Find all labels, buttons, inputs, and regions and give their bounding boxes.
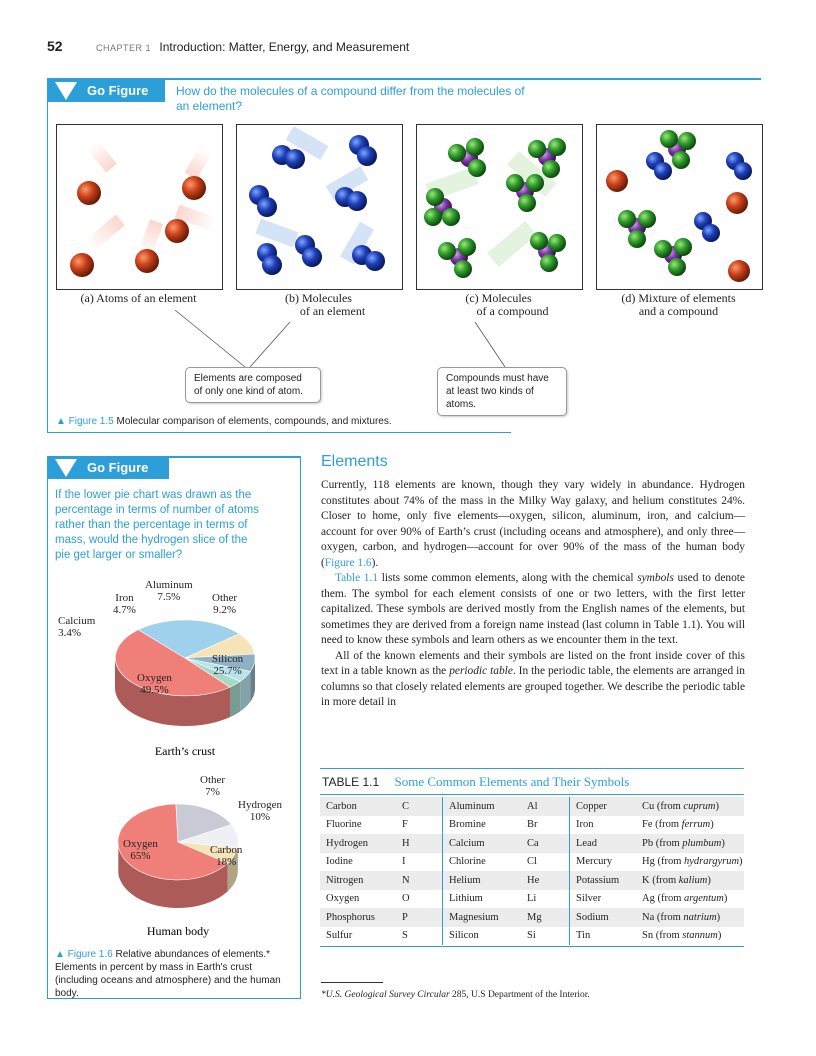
label-carbon-value: 18% bbox=[216, 856, 237, 868]
label-calcium-value: 3.4% bbox=[58, 627, 82, 639]
table-cell: Mercury bbox=[570, 853, 637, 872]
label-other-body-value: 7% bbox=[205, 786, 220, 798]
label-carbon bbox=[210, 844, 242, 868]
table-title-row bbox=[320, 769, 744, 794]
table-cell: N bbox=[396, 871, 443, 890]
label-silicon-value: 25.7% bbox=[213, 665, 242, 677]
table-cell: I bbox=[402, 856, 406, 868]
table-row bbox=[320, 871, 744, 890]
label-iron-value: 4.7% bbox=[113, 604, 136, 616]
table-rule-2 bbox=[320, 794, 744, 795]
table-cell: Phosphorus bbox=[320, 908, 396, 927]
label-oxygen-body-name: Oxygen bbox=[123, 838, 158, 850]
table-cell: Mg bbox=[521, 908, 570, 927]
table-bottom-rule bbox=[320, 946, 744, 947]
table-cell-symbol-origin: Cu (from cuprum) bbox=[636, 797, 744, 816]
table-cell: Iron bbox=[570, 816, 637, 835]
paragraph-2: Table 1.1 lists some common elements, along with the chemical symbols used to denote them. The symbol for each element consists of one or two letters, with the first letter capitalized. These symbols are derived mostly from the English names of the elements, but sometimes they are derived from a foreign name instead (last column in Table 1.1). You will need to know these symbols and learn others as we encounter them in the text. bbox=[321, 572, 745, 646]
go-figure-icon-2 bbox=[55, 459, 77, 477]
table-row bbox=[320, 834, 744, 853]
table-cell-symbol-origin: Hg (from hydrargyrum) bbox=[642, 856, 743, 868]
label-silicon bbox=[212, 653, 243, 677]
table-cell: Al bbox=[521, 797, 570, 816]
table-cell: S bbox=[402, 930, 408, 942]
caption-d-line1: (d) Mixture of elements bbox=[621, 291, 736, 305]
table-cell: Br bbox=[527, 819, 538, 831]
table-cell: Silver bbox=[570, 890, 637, 909]
table-title: Some Common Elements and Their Symbols bbox=[394, 774, 630, 789]
table-cell: Carbon bbox=[320, 797, 396, 816]
callout-leaders bbox=[0, 0, 816, 420]
table-cell: Copper bbox=[570, 797, 637, 816]
label-hydrogen bbox=[238, 799, 282, 823]
caption-c-line1: (c) Molecules bbox=[465, 291, 532, 305]
label-oxygen-body-value: 65% bbox=[130, 850, 151, 862]
table-cell: Silicon bbox=[443, 927, 522, 946]
table-cell: Bromine bbox=[443, 816, 522, 835]
pie-human-body-title: Human body bbox=[146, 924, 210, 938]
table-label: TABLE 1.1 bbox=[322, 775, 380, 789]
paragraph-1: Currently, 118 elements are known, though they vary widely in abundance. Hydrogen constitutes about 74% of the mass in the Milky Way galaxy, and helium constitutes 24%. Closer to home, only five elements—oxygen, silicon, aluminum, iron, and calcium—account for over 90% of Earth’s crust (including oceans and atmosphere), and only three—oxygen, carbon, and hydrogen—account for over 90% of the mass of the human body (Figure 1.6). bbox=[321, 479, 745, 569]
table-cell: Nitrogen bbox=[320, 871, 396, 890]
label-carbon-name: Carbon bbox=[210, 844, 243, 856]
table-cell-symbol-origin: Sn (from stannum) bbox=[642, 930, 722, 942]
pie-chart-human-body bbox=[60, 770, 300, 945]
label-aluminum bbox=[145, 579, 193, 603]
caption-d-line2: and a compound bbox=[638, 304, 719, 318]
table-cell: Cl bbox=[527, 856, 537, 868]
table-cell-symbol-origin: Na (from natrium) bbox=[636, 908, 744, 927]
callout-compounds: Compounds must have at least two kinds of atoms. bbox=[437, 367, 567, 416]
table-cell: F bbox=[402, 819, 408, 831]
label-other-body-name: Other bbox=[200, 774, 226, 786]
label-oxygen-crust-value: 49.5% bbox=[140, 684, 169, 696]
footnote-rule bbox=[321, 982, 383, 983]
caption-b-line2: of an element bbox=[299, 304, 366, 318]
table-cell: Sulfur bbox=[326, 930, 353, 942]
table-row bbox=[320, 908, 744, 927]
table-cell: Potassium bbox=[570, 871, 637, 890]
table-1-1-link[interactable]: Table 1.1 bbox=[335, 572, 379, 584]
label-other-body bbox=[200, 774, 225, 798]
label-oxygen-body bbox=[123, 838, 158, 862]
section-heading-elements: Elements bbox=[321, 453, 388, 470]
chapter-label: CHAPTER 1 bbox=[96, 43, 152, 53]
label-aluminum-value: 7.5% bbox=[157, 591, 181, 603]
table-row bbox=[320, 890, 744, 909]
table-cell-symbol-origin: Pb (from plumbum) bbox=[636, 834, 744, 853]
label-oxygen-crust bbox=[137, 672, 172, 696]
table-cell: Ca bbox=[521, 834, 570, 853]
table-cell: Calcium bbox=[443, 834, 522, 853]
table-cell: P bbox=[396, 908, 443, 927]
go-figure-question: How do the molecules of a compound differ from the molecules of an element? bbox=[176, 84, 525, 113]
figure-1-5-rule-bottom bbox=[47, 432, 511, 433]
elements-table bbox=[320, 797, 744, 945]
label-calcium-name: Calcium bbox=[58, 615, 96, 627]
figure-1-6-link[interactable]: Figure 1.6 bbox=[324, 556, 372, 569]
go-figure-label: Go Figure bbox=[87, 83, 149, 98]
table-cell: H bbox=[396, 834, 443, 853]
label-hydrogen-name: Hydrogen bbox=[238, 799, 282, 811]
figure-1-5-label: ▲ Figure 1.5 bbox=[56, 416, 114, 427]
table-cell: O bbox=[402, 893, 410, 905]
table-cell: C bbox=[396, 797, 443, 816]
table-1-1 bbox=[320, 768, 744, 947]
table-cell: Oxygen bbox=[326, 893, 360, 905]
table-cell-symbol-origin: K (from kalium) bbox=[636, 871, 744, 890]
table-row bbox=[320, 927, 744, 946]
label-calcium bbox=[58, 615, 95, 639]
figure-1-6-caption bbox=[55, 948, 295, 1000]
pie-earths-crust-title: Earth’s crust bbox=[154, 744, 216, 758]
caption-a: (a) Atoms of an element bbox=[80, 291, 197, 305]
table-cell: Sodium bbox=[570, 908, 637, 927]
table-cell: Lead bbox=[570, 834, 637, 853]
figure-1-6-label: ▲ Figure 1.6 bbox=[55, 949, 113, 960]
figure-1-5-caption bbox=[56, 415, 392, 428]
table-cell-symbol-origin: Fe (from ferrum) bbox=[642, 819, 714, 831]
label-iron-name: Iron bbox=[115, 592, 134, 604]
table-cell-symbol-origin: Ag (from argentum) bbox=[642, 893, 728, 905]
caption-c-line2: of a compound bbox=[476, 304, 549, 318]
footnote-rest: 285, U.S Department of the Interior. bbox=[449, 990, 590, 1000]
table-row bbox=[320, 816, 744, 835]
footnote bbox=[321, 990, 590, 1000]
table-row bbox=[320, 797, 744, 816]
figure-1-5-caption-text: Molecular comparison of elements, compounds, and mixtures. bbox=[116, 416, 392, 427]
table-cell: Tin bbox=[570, 927, 637, 946]
caption-b-line1: (b) Molecules bbox=[285, 291, 352, 305]
footnote-italic: *U.S. Geological Survey Circular bbox=[321, 990, 450, 1000]
elements-body-text bbox=[321, 478, 745, 711]
go-figure-tab-2 bbox=[47, 456, 169, 479]
pie-chart-earths-crust bbox=[60, 575, 300, 765]
table-cell: Iodine bbox=[326, 856, 353, 868]
callout-elements: Elements are composed of only one kind of atom. bbox=[185, 367, 321, 403]
table-cell: Aluminum bbox=[443, 797, 522, 816]
table-cell: Lithium bbox=[443, 890, 522, 909]
label-iron bbox=[113, 592, 136, 616]
table-cell: Si bbox=[527, 930, 536, 942]
label-hydrogen-value: 10% bbox=[249, 811, 271, 823]
figure-1-6-caption-text: Relative abundances of elements.* Elements in percent by mass in Earth's crust (including oceans and atmosphere) and the human body. bbox=[55, 949, 281, 999]
label-aluminum-name: Aluminum bbox=[145, 579, 193, 591]
table-cell: Hydrogen bbox=[320, 834, 396, 853]
table-cell: He bbox=[521, 871, 570, 890]
table-cell: Fluorine bbox=[326, 819, 362, 831]
label-silicon-name: Silicon bbox=[212, 653, 244, 665]
table-cell: Magnesium bbox=[443, 908, 522, 927]
label-oxygen-crust-name: Oxygen bbox=[137, 672, 172, 684]
table-cell: Li bbox=[527, 893, 537, 905]
label-other-crust-value: 9.2% bbox=[213, 604, 236, 616]
table-row bbox=[320, 853, 744, 872]
go-figure-label-2: Go Figure bbox=[87, 460, 149, 475]
table-cell: Chlorine bbox=[443, 853, 522, 872]
page-number: 52 bbox=[47, 38, 63, 54]
paragraph-3: All of the known elements and their symbols are listed on the front inside cover of this text in a table known as the periodic table. In the periodic table, the elements are arranged in columns so that closely related elements are grouped together. We describe the periodic table in more detail in bbox=[321, 649, 745, 708]
label-other-crust-name: Other bbox=[212, 592, 238, 604]
go-figure-question-2: If the lower pie chart was drawn as the percentage in terms of number of atoms rather than the percentage in terms of mass, would the hydrogen slice of the pie get larger or smaller? bbox=[55, 489, 259, 561]
chapter-title: Introduction: Matter, Energy, and Measurement bbox=[159, 40, 410, 54]
label-other-crust bbox=[212, 592, 237, 616]
table-cell: Helium bbox=[443, 871, 522, 890]
